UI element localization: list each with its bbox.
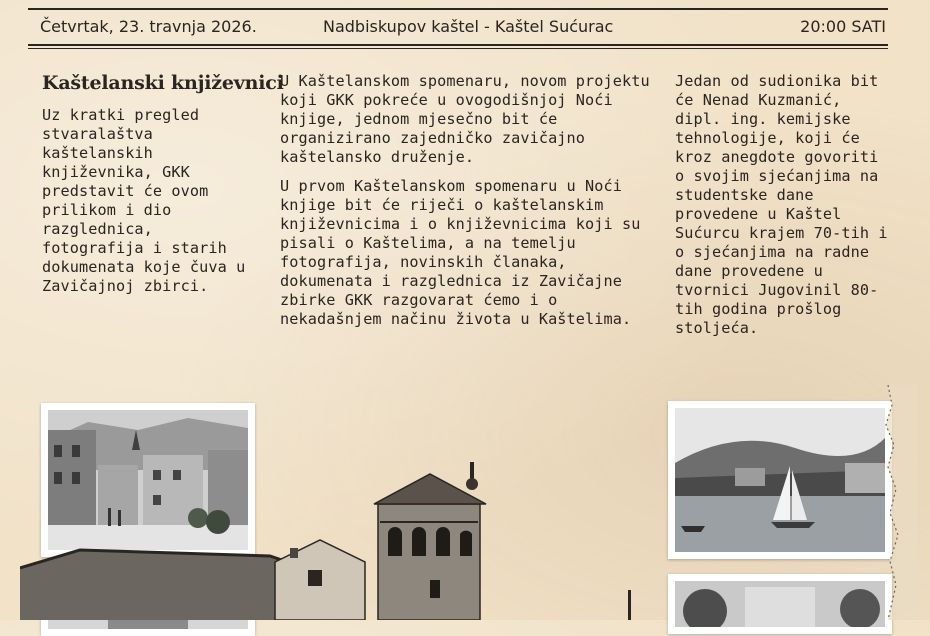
event-info-bar: [40, 14, 886, 42]
left-column-body: Uz kratki pregled stvaralaštva kaštelanskih književnika, GKK predstavit će ovom prilikom i dio razglednica, fotografija i starih dokumenata koje čuva u Zavičajnoj zbirci.: [42, 106, 246, 295]
event-date: Četvrtak, 23. travnja 2026.: [40, 17, 257, 36]
middle-paragraph-1: U Kaštelanskom spomenaru, novom projektu koji GKK pokreće u ovogodišnjoj Noći knjige, jednom mjesečno bit će organizirano zajedničko zavičajno kaštelansko druženje.: [280, 72, 650, 166]
header-bottom-rule: [28, 44, 888, 46]
castle-tower-illustration: [20, 450, 660, 620]
torn-paper-edge: [878, 385, 918, 620]
middle-column-text: [280, 72, 654, 339]
header-top-rule: [28, 8, 888, 10]
event-time: 20:00 SATI: [800, 17, 886, 36]
historic-building-photo: [668, 574, 892, 634]
right-column-text: [675, 72, 890, 348]
section-heading: Kaštelanski književnici: [42, 72, 284, 94]
right-column-body: Jedan od sudionika bit će Nenad Kuzmanić, dipl. ing. kemijske tehnologije, koji će kroz anegdote govoriti o svojim sjećanjima na studentske dane provedene u Kaštel Sućurcu krajem 70-tih i o sjećanjima na radne dane provedene u tvornici Jugovinil 80-tih godina prošlog stoljeća.: [675, 72, 888, 337]
event-venue: Nadbiskupov kaštel - Kaštel Sućurac: [323, 17, 614, 36]
header-bottom-rule-thin: [28, 48, 888, 49]
middle-paragraph-2: U prvom Kaštelanskom spomenaru u Noći knjige bit će riječi o kaštelanskim književnicima i o književnicima koji su pisali o Kaštelima, a na temelju fotografija, novinskih članaka, dokumenata i razglednica iz Zavičajne zbirke GKK razgovarat ćemo i o nekadašnjem načinu života u Kaštelima.: [280, 177, 641, 328]
left-column-text: [42, 106, 256, 306]
harbor-sailboat-photo: [668, 401, 892, 559]
